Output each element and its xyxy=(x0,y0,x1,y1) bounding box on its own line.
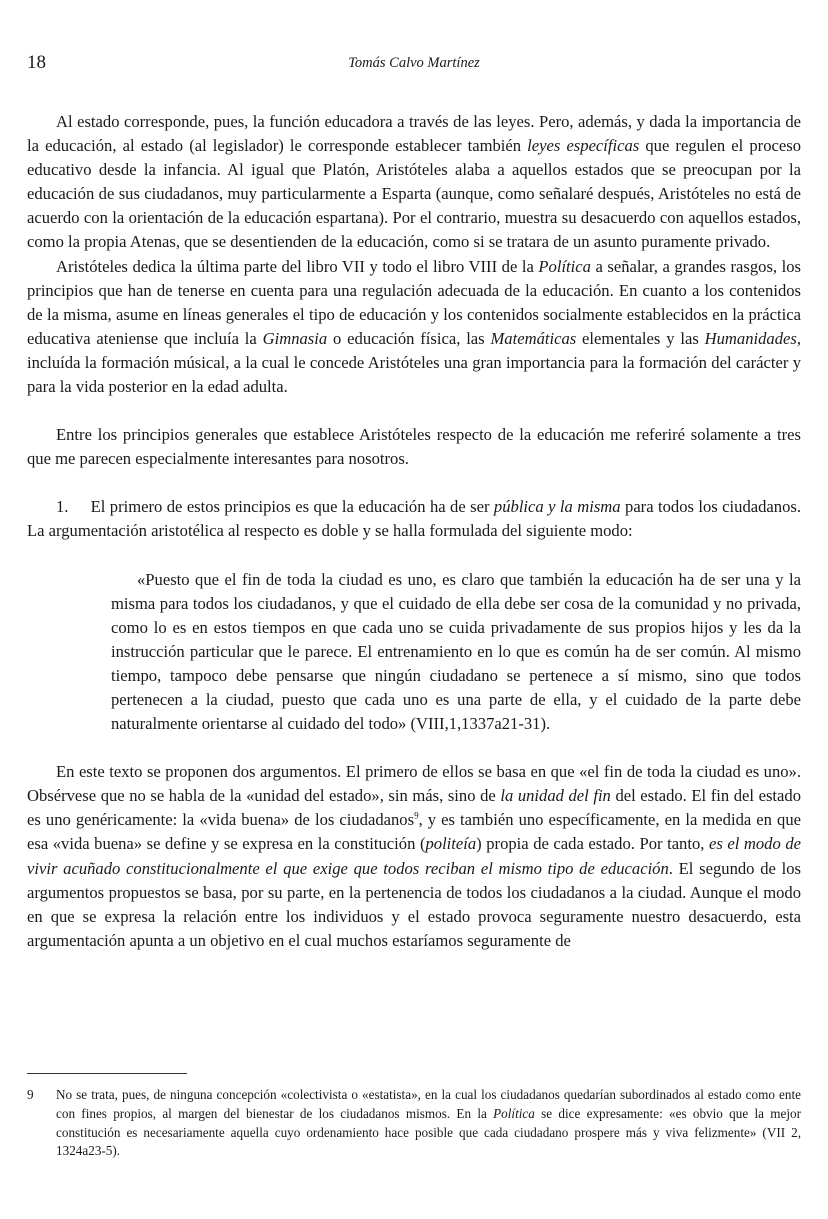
footnote xyxy=(27,1086,801,1161)
paragraph-three-principles: Entre los principios generales que establece Aristóteles respecto de la educación me referiré solamente a tres que me parecen especialmente interesantes para nosotros. xyxy=(27,425,801,469)
footnote-separator xyxy=(27,1073,187,1074)
paragraph-politica-principles: Aristóteles dedica la última parte del libro VII y todo el libro VIII de la Política a señalar, a grandes rasgos, los principios que han de tenerse en cuenta para una regulación adecuada de la educación. En cuanto a los contenidos de la misma, asume en líneas generales el tipo de educación y los contenidos socialmente establecidos en la práctica educativa ateniense que incluía la Gimnasia o educación física, las Matemáticas elementales y las Humanidades, incluída la formación músical, a la cual le concede Aristóteles una gran importancia para la formación del carácter y para la vida posterior en la edad adulta. xyxy=(27,256,801,397)
body-text xyxy=(27,110,806,953)
footnote-number: 9 xyxy=(27,1087,34,1102)
paragraph-two-arguments: En este texto se proponen dos argumentos. El primero de ellos se basa en que «el fin de toda la ciudad es uno». Obsérvese que no se habla de la «unidad del estado», sin más, sino de la unidad del fin del estado. El fin del estado es uno genéricamente: la «vida buena» de los ciudadanos$^9$, y es también uno específicamente, en la medida en que esa «vida buena» se define y se expresa en la constitución (politeía) propia de cada estado. Por tanto, es el modo de vivir acuñado constitucionalmente el que exige que todos reciban el mismo tipo de educación. El segundo de los argumentos propuestos se basa, por su parte, en la pertenencia de todos los ciudadanos a la ciudad. Aunque el modo en que se expresa la relación entre los individuos y el estado provoca seguramente nuestro desacuerdo, esta argumentación apunta a un objetivo en el cual muchos estaríamos seguramente de xyxy=(27,762,801,950)
footnote-reference: 9 xyxy=(414,810,419,821)
running-head-author: Tomás Calvo Martínez xyxy=(348,55,480,71)
paragraph-first-principle: 1. El primero de estos principios es que la educación ha de ser pública y la misma para todos los ciudadanos. La argumentación aristotélica al respecto es doble y se halla formulada del siguiente modo: xyxy=(27,497,806,541)
page-number: 18 xyxy=(27,52,46,73)
footnote-text: No se trata, pues, de ninguna concepción «colectivista o «estatista», en la cual los ciudadanos quedarían subordinados al estado como ente con fines propios, al margen del bienestar de los ciudadanos mismos. En la Política se dice expresamente: «es obvio que la mejor constitución es necesariamente aquella cuyo ordenamiento hace posible que cada ciudadano prospere más y viva felizmente» (VII 2, 1324a23-5). xyxy=(56,1087,801,1159)
block-quote: «Puesto que el fin de toda la ciudad es uno, es claro que también la educación ha de ser una y la misma para todos los ciudadanos, y que el cuidado de ella debe ser cosa de la comunidad y no privada, como lo es en estos tiempos en que cada uno se cuida privadamente de sus propios hijos y les da la instrucción particular que le parece. El entrenamiento en lo que es común ha de ser común. Al mismo tiempo, tampoco debe pensarse que ningún ciudadano se pertenece a sí mismo, sino que todos pertenecen a la ciudad, puesto que cada uno es una parte de ella, y el cuidado de la parte debe naturalmente orientarse al cuidado del todo» (VIII,1,1337a21-31). xyxy=(111,569,801,734)
page-header xyxy=(27,52,801,78)
paragraph-state-education: Al estado corresponde, pues, la función educadora a través de las leyes. Pero, además, y dada la importancia de la educación, al estado (al legislador) le corresponde establecer también leyes específicas que regulen el proceso educativo desde la infancia. Al igual que Platón, Aristóteles alaba a aquellos estados que se preocupan por la educación de sus ciudadanos, muy particularmente a Esparta (aunque, como señalaré después, Aristóteles no está de acuerdo con la orientación de la educación espartana). Por el contrario, muestra su desacuerdo con aquellos estados, como la propia Atenas, que se desentienden de la educación, como si se tratara de un asunto puramente privado. xyxy=(27,112,801,252)
